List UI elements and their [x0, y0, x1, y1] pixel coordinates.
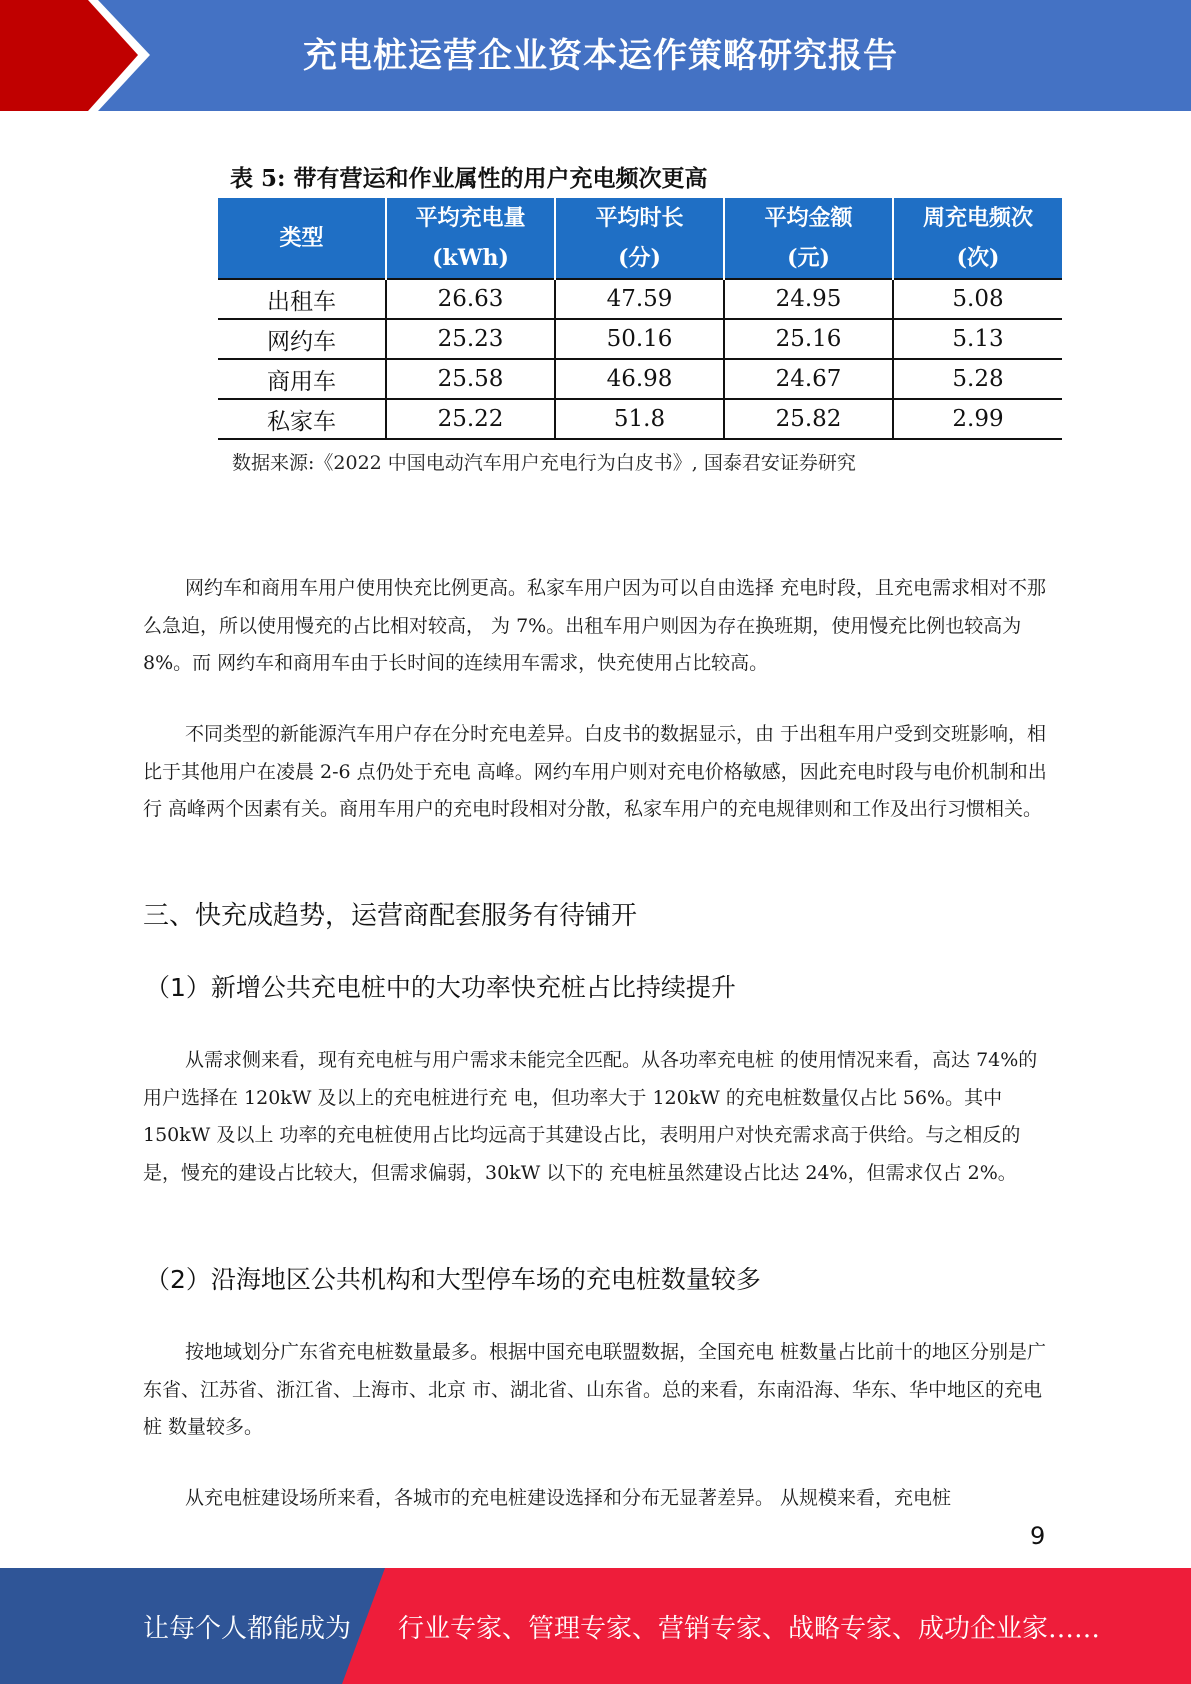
- footer-slogan-right: 行业专家、管理专家、营销专家、战略专家、成功企业家……: [398, 1613, 1101, 1644]
- column-header-weekly-frequency: [893, 198, 1062, 279]
- body-paragraph-regional: 按地域划分广东省充电桩数量最多。根据中国充电联盟数据，全国充电 桩数量占比前十的地区分别是广东省、江苏省、浙江省、上海市、北京 市、湖北省、山东省。总的来看，东南沿海、华东、华中地区的充电桩 数量较多。: [143, 1341, 1047, 1438]
- page-footer-banner: [0, 1568, 1191, 1684]
- report-title: 充电桩运营企业资本运作策略研究报告: [303, 35, 898, 76]
- body-paragraph-construction-sites: 从充电桩建设场所来看，各城市的充电桩建设选择和分布无显著差异。 从规模来看，充电桩: [185, 1487, 952, 1509]
- table-header-row: [218, 198, 1062, 279]
- table-row: [218, 359, 1062, 399]
- body-paragraph-fast-charge-ratio: 网约车和商用车用户使用快充比例更高。私家车用户因为可以自由选择 充电时段，且充电需求相对不那么急迫，所以使用慢充的占比相对较高， 为 7%。出租车用户则因为存在换班期，使用慢充比例也较高为 8%。而 网约车和商用车由于长时间的连续用车需求，快充使用占比较高。: [143, 577, 1047, 674]
- subsection-heading-2: （2）沿海地区公共机构和大型停车场的充电桩数量较多: [145, 1265, 761, 1294]
- table-caption: 表 5: 带有营运和作业属性的用户充电频次更高: [230, 165, 708, 192]
- table-cell: 2.99: [893, 399, 1062, 439]
- column-header-unit: (次): [956, 245, 1000, 271]
- table-cell: 25.22: [386, 399, 555, 439]
- table-row: [218, 319, 1062, 359]
- column-header-avg-duration: [555, 198, 724, 279]
- body-paragraph-time-of-use: 不同类型的新能源汽车用户存在分时充电差异。白皮书的数据显示，由 于出租车用户受到交班影响，相比于其他用户在凌晨 2-6 点仍处于充电 高峰。网约车用户则对充电价格敏感，因此充电时段与电价机制和出行 高峰两个因素有关。商用车用户的充电时段相对分散，私家车用户的充电规律则和工作及出行习惯相关。: [143, 723, 1047, 820]
- column-header-unit: (元): [787, 245, 830, 271]
- column-header-label: 类型: [279, 225, 324, 251]
- column-header-label: 周充电频次: [922, 205, 1033, 231]
- table-cell: 出租车: [218, 279, 386, 319]
- table-cell: 26.63: [386, 279, 555, 319]
- table-cell: 5.08: [893, 279, 1062, 319]
- table-cell: 50.16: [555, 319, 724, 359]
- table-source-note: 数据来源:《2022 中国电动汽车用户充电行为白皮书》, 国泰君安证券研究: [232, 452, 856, 474]
- section-heading-3: 三、快充成趋势，运营商配套服务有待铺开: [143, 901, 638, 931]
- table-cell: 24.95: [724, 279, 893, 319]
- page-number: 9: [1030, 1522, 1046, 1550]
- column-header-unit: (kWh): [432, 245, 509, 271]
- table-cell: 5.28: [893, 359, 1062, 399]
- column-header-label: 平均充电量: [415, 205, 526, 231]
- table-cell: 51.8: [555, 399, 724, 439]
- table-cell: 25.82: [724, 399, 893, 439]
- table-cell: 5.13: [893, 319, 1062, 359]
- column-header-label: 平均时长: [595, 205, 684, 231]
- footer-slogan-left: 让每个人都能成为: [143, 1613, 352, 1644]
- column-header-unit: (分): [618, 245, 661, 271]
- table-cell: 网约车: [218, 319, 386, 359]
- column-header-avg-amount: [724, 198, 893, 279]
- table-row: [218, 399, 1062, 439]
- page-header-banner: [0, 0, 1191, 111]
- table-cell: 25.23: [386, 319, 555, 359]
- table-row: [218, 279, 1062, 319]
- body-paragraph-demand-side: 从需求侧来看，现有充电桩与用户需求未能完全匹配。从各功率充电桩 的使用情况来看，高达 74%的用户选择在 120kW 及以上的充电桩进行充 电，但功率大于 120kW 的充电桩数量仅占比 56%。其中 150kW 及以上 功率的充电桩使用占比均远高于其建设占比，表明用户对快充需求高于供给。与之相反的是，慢充的建设占比较大，但需求偏弱，30kW 以下的 充电桩虽然建设占比达 24%，但需求仅占 2%。: [143, 1049, 1038, 1184]
- charging-stats-table: [218, 198, 1062, 440]
- table-cell: 46.98: [555, 359, 724, 399]
- table-cell: 24.67: [724, 359, 893, 399]
- table-cell: 25.58: [386, 359, 555, 399]
- column-header-avg-energy: [386, 198, 555, 279]
- table-cell: 25.16: [724, 319, 893, 359]
- column-header-label: 平均金额: [764, 205, 853, 231]
- subsection-heading-1: （1）新增公共充电桩中的大功率快充桩占比持续提升: [145, 973, 736, 1002]
- table-cell: 私家车: [218, 399, 386, 439]
- table-cell: 47.59: [555, 279, 724, 319]
- column-header-type: [218, 198, 386, 279]
- table-cell: 商用车: [218, 359, 386, 399]
